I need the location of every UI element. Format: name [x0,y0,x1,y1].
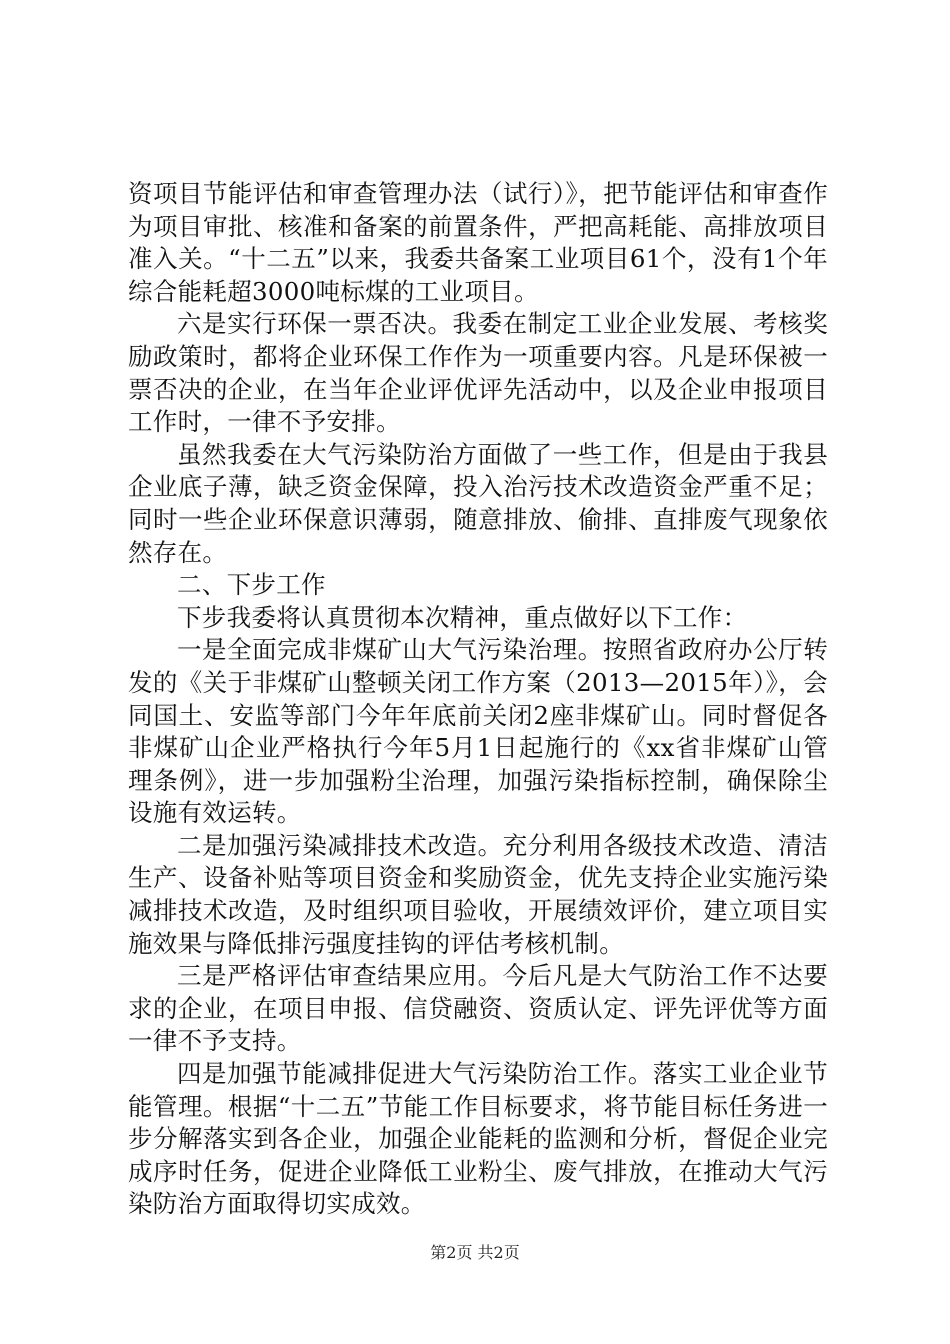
paragraph-intro-next-steps: 下步我委将认真贯彻本次精神，重点做好以下工作： [177,602,748,632]
paragraph-continuation: 资项目节能评估和审查管理办法（试行）》，把节能评估和审查作为项目审批、核准和备案的前置条件，严把高耗能、高排放项目准入关。“十二五”以来，我委共备案工业项目61个，没有1个年综合能耗超3000吨标煤的工业项目。 [128,179,828,306]
document-body [128,178,828,1221]
paragraph-item-six: 六是实行环保一票否决。我委在制定工业企业发展、考核奖励政策时，都将企业环保工作作为一项重要内容。凡是环保被一票否决的企业，在当年企业评优评先活动中，以及企业申报项目工作时，一律不予安排。 [128,309,828,437]
section-heading-next-steps: 二、下步工作 [177,570,326,600]
page-number-footer: 第2页 共2页 [430,1243,520,1262]
paragraph-step-two: 二是加强污染减排技术改造。充分利用各级技术改造、清洁生产、设备补贴等项目资金和奖励资金，优先支持企业实施污染减排技术改造，及时组织项目验收，开展绩效评价，建立项目实施效果与降低排污强度挂钩的评估考核机制。 [128,830,828,958]
paragraph-step-four: 四是加强节能减排促进大气污染防治工作。落实工业企业节能管理。根据“十二五”节能工作目标要求，将节能目标任务进一步分解落实到各企业，加强企业能耗的监测和分析，督促企业完成序时任务，促进企业降低工业粉尘、废气排放，在推动大气污染防治方面取得切实成效。 [128,1059,828,1219]
paragraph-step-one: 一是全面完成非煤矿山大气污染治理。按照省政府办公厅转发的《关于非煤矿山整顿关闭工作方案（2013—2015年）》，会同国土、安监等部门今年年底前关闭2座非煤矿山。同时督促各非煤矿山企业严格执行今年5月1日起施行的《xx省非煤矿山管理条例》，进一步加强粉尘治理，加强污染指标控制，确保除尘设施有效运转。 [128,635,828,828]
paragraph-shortcomings: 虽然我委在大气污染防治方面做了一些工作，但是由于我县企业底子薄，缺乏资金保障，投入治污技术改造资金严重不足；同时一些企业环保意识薄弱，随意排放、偷排、直排废气现象依然存在。 [128,439,828,567]
paragraph-step-three: 三是严格评估审查结果应用。今后凡是大气防治工作不达要求的企业，在项目申报、信贷融资、资质认定、评先评优等方面一律不予支持。 [128,961,828,1056]
